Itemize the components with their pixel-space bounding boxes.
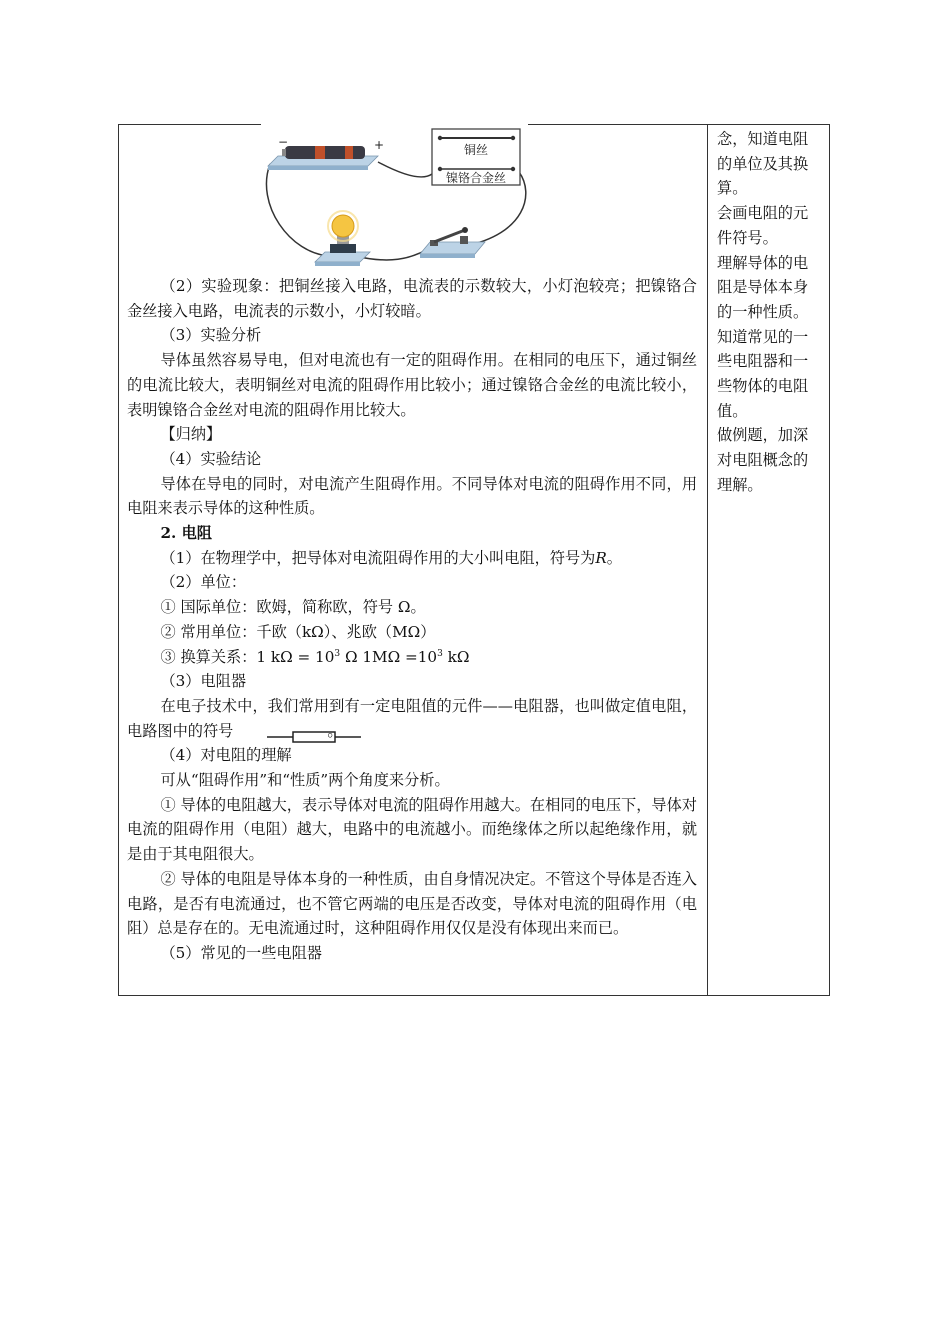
text-span: ③ 换算关系：1 kΩ = 10 (160, 647, 335, 666)
superscript: 3 (437, 648, 443, 659)
text-span: （1）在物理学中，把导体对电流阻碍作用的大小叫电阻，符号为 (160, 548, 596, 567)
paragraph (127, 694, 697, 743)
paragraph: （4）对电阻的理解 (160, 746, 292, 765)
paragraph: ① 导体的电阻越大，表示导体对电流的阻碍作用越大。在相同的电压下，导体对电流的阻碍作用（电阻）越大，电路中的电流越小。而绝缘体之所以起绝缘作用，就是由于其电阻很大。 (127, 795, 697, 864)
paragraph: ② 常用单位：千欧（kΩ）、兆欧（MΩ） (160, 622, 436, 641)
table-border (118, 124, 261, 125)
table-border (528, 124, 830, 125)
nichrome-wire-label: 镍铬合金丝 (445, 171, 507, 185)
text-span: kΩ (442, 647, 470, 666)
paragraph: 导体在导电的同时，对电流产生阻碍作用。不同导体对电流的阻碍作用不同，用电阻来表示导体的这种性质。 (127, 474, 697, 518)
paragraph: （3）电阻器 (160, 672, 247, 691)
resistor-symbol-icon (233, 726, 327, 738)
text-span: 。 (327, 721, 343, 740)
text-span: 。 (606, 548, 622, 567)
paragraph: ② 导体的电阻是导体本身的一种性质，由自身情况决定。不管这个导体是否连入电路，是否有电流通过，也不管它两端的电压是否改变，导体对电流的阻碍作用（电阻）总是存在的。无电流通过时，这种阻碍作用仅仅是没有体现出来而已。 (127, 869, 697, 938)
objective-item: 理解导体的电阻是导体本身的一种性质。 (717, 253, 809, 321)
paragraph: （2）单位： (160, 573, 247, 592)
table-border (118, 124, 119, 996)
objective-item: 会画电阻的元件符号。 (717, 204, 809, 247)
column-divider (707, 124, 708, 996)
minus-label: − (278, 135, 289, 149)
resistance-symbol: R (595, 548, 607, 567)
circuit-figure (260, 124, 530, 274)
paragraph: 导体虽然容易导电，但对电流也有一定的阻碍作用。在相同的电压下，通过铜丝的电流比较大，表明铜丝对电流的阻碍作用比较小；通过镍铬合金丝的电流比较小，表明镍铬合金丝对电流的阻碍作用比较大。 (127, 351, 697, 419)
wire (378, 162, 432, 177)
table-border (118, 995, 830, 996)
section-heading: 2. 电阻 (160, 524, 212, 543)
table-border (829, 124, 830, 996)
wire (266, 164, 330, 256)
objective-item: 做例题，加深对电阻概念的理解。 (717, 426, 809, 494)
paragraph: （2）实验现象：把铜丝接入电路，电流表的示数较大，小灯泡较亮；把镍铬合金丝接入电路，电流表的示数小，小灯较暗。 (127, 277, 697, 320)
paragraph: （4）实验结论 (160, 449, 262, 468)
objective-item: 念，知道电阻的单位及其换算。 (717, 130, 809, 198)
objective-item: 知道常见的一些电阻器和一些物体的电阻值。 (717, 327, 809, 420)
objectives-column (717, 127, 821, 498)
text-span: Ω 1MΩ =10 (340, 647, 438, 666)
paragraph: （5）常见的一些电阻器 (160, 943, 322, 962)
switch-icon (420, 227, 485, 258)
paragraph (127, 645, 697, 670)
main-content (127, 274, 697, 966)
battery-icon (268, 146, 378, 170)
paragraph: （3）实验分析 (160, 326, 262, 345)
paragraph: 【归纳】 (160, 425, 222, 444)
paragraph: 可从“阻碍作用”和“性质”两个角度来分析。 (160, 771, 450, 790)
text-span: 在电子技术中，我们常用到有一定电阻值的元件——电阻器，也叫做定值电阻，电路图中的符号 (127, 696, 697, 740)
bulb-icon (315, 211, 370, 266)
paragraph: ① 国际单位：欧姆，简称欧，符号 Ω。 (160, 598, 426, 617)
copper-wire-label: 铜丝 (463, 143, 489, 157)
paragraph (127, 546, 697, 571)
superscript: 3 (334, 648, 341, 659)
plus-label: + (374, 138, 385, 152)
